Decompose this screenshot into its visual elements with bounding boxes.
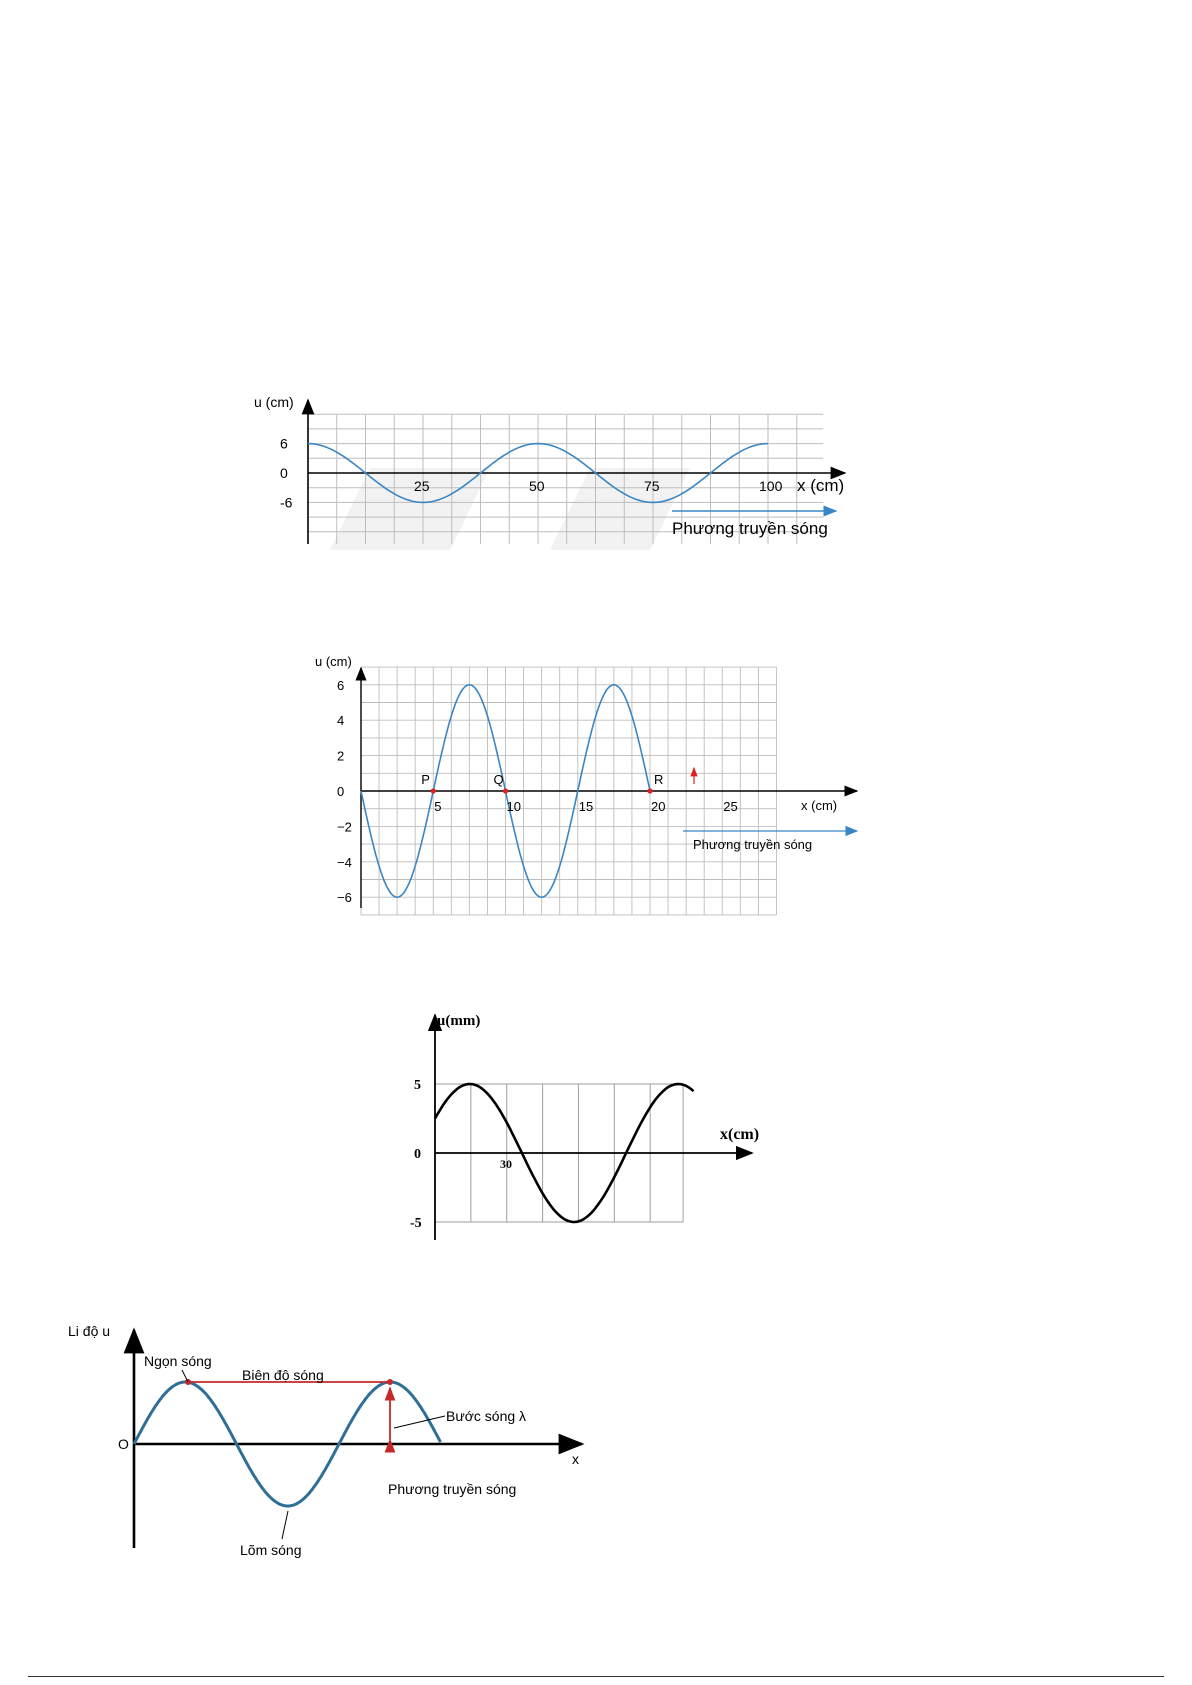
direction-label: Phương truyền sóng [693, 837, 813, 852]
y-tick-label: 6 [280, 435, 288, 452]
x-tick-label: 15 [578, 799, 594, 814]
x-tick-label: 75 [644, 478, 660, 494]
y-axis-label: u (cm) [315, 654, 352, 669]
wave-chart-3 [400, 1005, 790, 1250]
crest-label: Ngọn sóng [144, 1353, 212, 1369]
point-Q [503, 788, 508, 793]
point-R [647, 788, 652, 793]
x-axis-label: x (cm) [797, 476, 845, 495]
y-axis-label: u(mm) [437, 1013, 481, 1029]
x-tick-label: 25 [723, 799, 738, 814]
point-P [431, 788, 436, 793]
point-label-R: R [654, 772, 664, 787]
y-axis-label: u (cm) [254, 394, 294, 410]
y-tick-label: 5 [414, 1078, 421, 1093]
y-axis-label: Li độ u [68, 1323, 111, 1339]
trough-label: Lõm sóng [240, 1542, 302, 1558]
wavelength-end [387, 1379, 393, 1385]
y-tick-label: 2 [337, 748, 345, 764]
wave-diagram-svg [70, 1318, 590, 1578]
y-tick-label: 0 [337, 784, 345, 799]
page-bottom-rule [28, 1676, 1164, 1677]
wave-chart-3-svg [400, 1005, 790, 1245]
x-axis-label: x (cm) [801, 798, 838, 813]
x-axis-label: x [572, 1451, 579, 1467]
direction-label: Phương truyền sóng [672, 519, 828, 538]
wave-chart-1-svg [254, 394, 880, 575]
watermark-shape [550, 468, 690, 550]
point-label-Q: Q [493, 772, 504, 787]
x-tick-label: 20 [651, 799, 666, 814]
x-tick-label: 5 [434, 799, 442, 814]
x-tick-label: 100 [759, 478, 783, 494]
y-tick-label: −2 [337, 819, 352, 835]
crest-pointer [182, 1370, 188, 1382]
wave-diagram [70, 1318, 590, 1583]
amplitude-label: Bước sóng λ [446, 1408, 527, 1424]
x-tick-label: 10 [506, 799, 521, 814]
wave-chart-2 [315, 654, 875, 931]
wave-chart-2-svg [315, 654, 875, 926]
x-tick-label: 50 [529, 478, 545, 494]
watermark-shape [330, 468, 490, 550]
amplitude-pointer [394, 1416, 445, 1428]
direction-label: Phương truyền sóng [388, 1481, 517, 1497]
y-tick-label: −6 [337, 890, 352, 906]
x-tick-label: 30 [499, 1157, 512, 1171]
x-axis-label: x(cm) [720, 1126, 760, 1143]
y-tick-label: 0 [280, 465, 288, 481]
wavelength-label: Biên độ sóng [242, 1367, 324, 1383]
x-tick-label: 25 [414, 478, 430, 494]
wave-chart-1 [254, 394, 880, 580]
y-tick-label: -6 [280, 494, 293, 511]
y-tick-label: -5 [410, 1216, 422, 1231]
origin-label: O [118, 1436, 129, 1452]
y-tick-label: 0 [414, 1147, 421, 1162]
trough-pointer [282, 1511, 288, 1539]
y-tick-label: 4 [337, 713, 345, 729]
y-tick-label: 6 [337, 677, 345, 693]
y-tick-label: −4 [337, 854, 352, 870]
point-label-P: P [421, 772, 430, 787]
